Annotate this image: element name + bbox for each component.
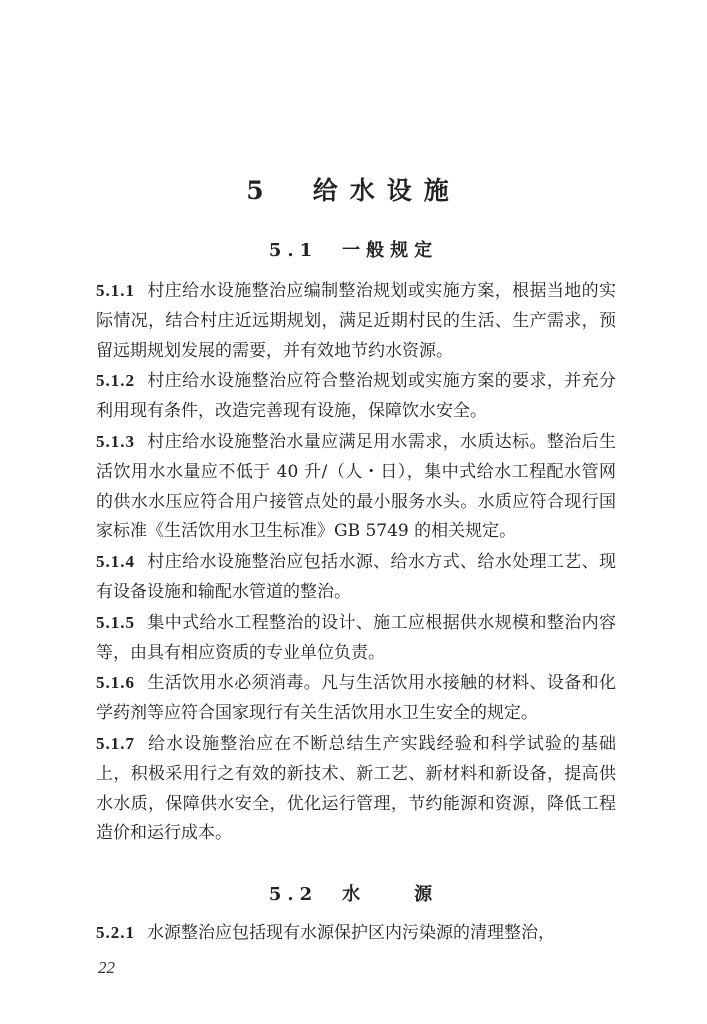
clause-text: 村庄给水设施整治应符合整治规划或实施方案的要求，并充分利用现有条件，改造完善现有设施，保障饮水安全。	[96, 371, 616, 422]
section-title: 5.1 一般规定	[268, 240, 439, 261]
clause-text: 生活饮用水必须消毒。凡与生活饮用水接触的材料、设备和化学药剂等应符合国家现行有关生活饮用水卫生安全的规定。	[96, 673, 616, 724]
chapter-title: 5 给水设施	[246, 176, 461, 205]
clause-number: 5.1.3	[96, 431, 135, 451]
clause-number: 5.1.5	[96, 612, 135, 632]
clause	[96, 427, 616, 547]
clause	[96, 366, 616, 427]
clause	[96, 918, 616, 949]
clause	[96, 608, 616, 669]
clause-text: 村庄给水设施整治应编制整治规划或实施方案，根据当地的实际情况，结合村庄近远期规划，满足近期村民的生活、生产需求，预留远期规划发展的需要，并有效地节约水资源。	[96, 281, 616, 361]
clause-number: 5.1.1	[96, 281, 135, 300]
clause-number: 5.2.1	[96, 923, 135, 942]
clause-text: 村庄给水设施整治水量应满足用水需求，水质达标。整治后生活饮用水水量应不低于 40 升/（人・日），集中式给水工程配水管网的供水水压应符合用户接管点处的最小服务水头。水质应符合现行国家标准《生活饮用水卫生标准》GB 5749 的相关规定。	[96, 431, 616, 542]
clause-list	[96, 276, 616, 849]
clause-text: 村庄给水设施整治应包括水源、给水方式、给水处理工艺、现有设备设施和输配水管道的整治。	[96, 552, 616, 602]
clause-list	[96, 918, 616, 949]
clause-number: 5.1.2	[96, 371, 135, 391]
page-number: 22	[98, 958, 115, 977]
clause	[96, 668, 616, 729]
clause	[96, 276, 616, 366]
clause	[96, 547, 616, 608]
section-title: 5.2 水 源	[268, 884, 439, 905]
clause-number: 5.1.7	[96, 733, 135, 753]
clause-number: 5.1.6	[96, 673, 135, 693]
clause-text: 集中式给水工程整治的设计、施工应根据供水规模和整治内容等，由具有相应资质的专业单位负责。	[96, 612, 616, 663]
clause-text: 给水设施整治应在不断总结生产实践经验和科学试验的基础上，积极采用行之有效的新技术、新工艺、新材料和新设备，提高供水水质，保障供水安全，优化运行管理，节约能源和资源，降低工程造价和运行成本。	[96, 733, 616, 844]
clause	[96, 729, 616, 849]
clause-number: 5.1.4	[96, 552, 135, 572]
clause-text: 水源整治应包括现有水源保护区内污染源的清理整治，	[147, 923, 555, 943]
